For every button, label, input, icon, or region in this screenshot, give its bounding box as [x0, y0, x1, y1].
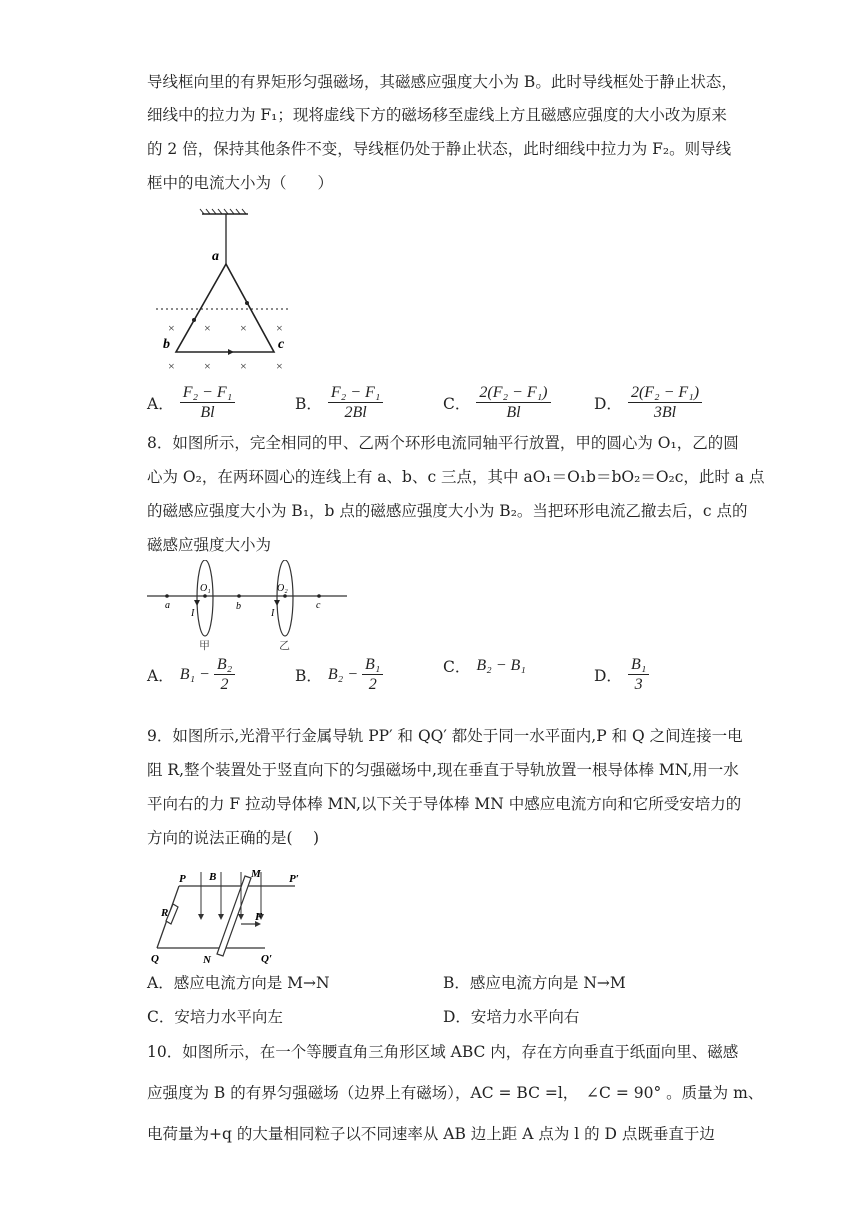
q7-line-3: 的 2 倍，保持其他条件不变，导线框仍处于静止状态，此时细线中拉力为 F₂。则导线 — [147, 140, 732, 158]
q7-line-2: 细线中的拉力为 F₁；现将虚线下方的磁场移至虚线上方且磁感应强度的大小改为原来 — [147, 106, 727, 124]
option-fraction — [476, 383, 550, 422]
q8-label-i1: I — [191, 608, 195, 619]
option-label: C． — [443, 658, 471, 676]
q8-option-d[interactable] — [594, 655, 649, 694]
q9-label-b: B — [209, 871, 217, 883]
option-label: D． — [594, 666, 622, 685]
q8-line-2: 心为 O₂，在两环圆心的连线上有 a、b、c 三点，其中 aO₁＝O₁b＝bO₂＝O₂c，此时 a 点 — [147, 468, 765, 486]
fraction-denominator: 2 — [368, 676, 377, 693]
q7-field-mark: × — [168, 321, 175, 335]
q8-label-o2: O₂ — [277, 583, 288, 594]
fraction-numerator: 2(F₂ − F₁) — [628, 383, 702, 403]
fraction-denominator: 2 — [220, 676, 229, 693]
q7-field-mark: × — [240, 321, 247, 335]
option-label: C． — [443, 394, 471, 413]
q10-line-2: 应强度为 B 的有界匀强磁场（边界上有磁场），AC = BC =l， ∠C = 90° 。质量为 m、 — [147, 1084, 764, 1102]
fraction-denominator: 3 — [634, 676, 643, 693]
q7-option-a[interactable] — [147, 383, 235, 422]
q7-option-c[interactable] — [443, 383, 551, 422]
option-expression — [180, 655, 235, 694]
q8-label-jia: 甲 — [199, 640, 210, 652]
q8-line-4: 磁感应强度大小为 — [147, 536, 272, 554]
q10-line-3: 电荷量为+q 的大量相同粒子以不同速率从 AB 边上距 A 点为 l 的 D 点既垂直于边 — [147, 1125, 715, 1143]
fraction-denominator: Bl — [506, 404, 521, 421]
q9-label-n: N — [203, 954, 211, 966]
option-label: A． — [147, 666, 174, 685]
option-fraction — [628, 655, 649, 694]
q9-option-a[interactable]: A．感应电流方向是 M→N — [147, 974, 330, 992]
fraction-numerator: B₁ — [628, 655, 649, 675]
option-fraction — [362, 655, 383, 694]
q9-line-3: 平向右的力 F 拉动导体棒 MN,以下关于导体棒 MN 中感应电流方向和它所受安培力的 — [147, 795, 742, 813]
q9-option-b[interactable]: B．感应电流方向是 N→M — [443, 974, 626, 992]
expression-lead: B₂ − — [327, 665, 359, 683]
q7-field-mark: × — [204, 359, 211, 373]
q9-label-pp: P′ — [289, 873, 299, 885]
option-fraction — [628, 383, 702, 422]
q8-line-1: 8．如图所示，完全相同的甲、乙两个环形电流同轴平行放置，甲的圆心为 O₁，乙的圆 — [147, 434, 739, 452]
fraction-denominator: Bl — [200, 404, 215, 421]
option-label: D． — [594, 394, 622, 413]
option-expression — [476, 657, 525, 675]
q7-field-mark: × — [276, 321, 283, 335]
option-fraction — [180, 383, 235, 422]
fraction-numerator: 2(F₂ − F₁) — [476, 383, 550, 403]
expression-lead: B₂ − B₁ — [476, 657, 526, 674]
q9-label-f: F — [255, 911, 263, 923]
q7-options — [0, 383, 860, 423]
q9-label-q: Q — [151, 953, 159, 965]
option-expression — [328, 655, 383, 694]
q9-label-qq: Q′ — [261, 953, 273, 965]
q8-option-a[interactable] — [147, 655, 235, 694]
q7-field-mark: × — [204, 321, 211, 335]
q7-field-mark: × — [168, 359, 175, 373]
q8-option-c[interactable] — [443, 655, 526, 677]
fraction-numerator: F₂ − F₁ — [328, 383, 383, 403]
fraction-numerator: B₁ — [362, 655, 383, 675]
q10-line-1: 10．如图所示，在一个等腰直角三角形区域 ABC 内，存在方向垂直于纸面向里、磁感 — [147, 1043, 739, 1061]
q7-triangle-figure — [148, 206, 298, 376]
q7-label-c: c — [278, 337, 285, 352]
q8-line-3: 的磁感应强度大小为 B₁，b 点的磁感应强度大小为 B₂。当把环形电流乙撤去后，c 点的 — [147, 502, 748, 520]
q7-field-mark: × — [276, 359, 283, 373]
q9-label-m: M — [251, 868, 261, 880]
q9-label-r: R — [161, 907, 169, 919]
q9-rails-figure — [145, 866, 315, 966]
q9-option-d[interactable]: D．安培力水平向右 — [443, 1008, 580, 1026]
q9-line-2: 阻 R,整个装置处于竖直向下的匀强磁场中,现在垂直于导轨放置一根导体棒 MN,用一水 — [147, 761, 739, 779]
option-fraction — [328, 383, 383, 422]
option-fraction — [214, 655, 235, 694]
option-label: B． — [295, 666, 322, 685]
q9-option-c[interactable]: C．安培力水平向左 — [147, 1008, 283, 1026]
q9-line-1: 9．如图所示,光滑平行金属导轨 PP′ 和 QQ′ 都处于同一水平面内,P 和 Q 之间连接一电 — [147, 727, 743, 745]
q8-label-o1: O₁ — [200, 583, 211, 594]
option-label: A． — [147, 394, 174, 413]
q7-field-mark: × — [240, 359, 247, 373]
fraction-denominator: 2Bl — [344, 404, 367, 421]
q8-label-yi: 乙 — [279, 640, 290, 652]
q8-options — [0, 655, 860, 695]
q9-line-4: 方向的说法正确的是( ) — [147, 829, 320, 847]
expression-lead: B₁ − — [179, 665, 210, 683]
q7-line-4: 框中的电流大小为（ ） — [147, 174, 334, 192]
option-label: B． — [295, 394, 322, 413]
q7-label-a: a — [212, 249, 219, 264]
q8-label-i2: I — [271, 608, 275, 619]
q7-option-d[interactable] — [594, 383, 702, 422]
fraction-numerator: F₂ − F₁ — [180, 383, 235, 403]
fraction-numerator: B₂ — [214, 655, 235, 675]
q7-line-1: 导线框向里的有界矩形匀强磁场，其磁感应强度大小为 B。此时导线框处于静止状态， — [147, 73, 737, 91]
q7-label-b: b — [163, 337, 170, 352]
q8-option-b[interactable] — [295, 655, 383, 694]
q9-label-p: P — [179, 873, 186, 885]
fraction-denominator: 3Bl — [653, 404, 677, 421]
q8-rings-figure — [145, 560, 355, 652]
q7-option-b[interactable] — [295, 383, 383, 422]
q8-label-a: a — [165, 600, 170, 611]
q8-label-c: c — [316, 600, 321, 611]
q8-label-b: b — [236, 601, 241, 612]
